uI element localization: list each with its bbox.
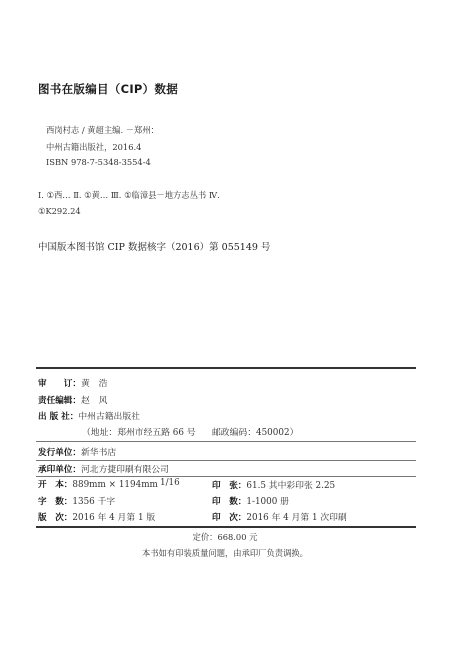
publisher-row [38,409,140,422]
edition-value: 2016 年 4 月第 1 版 [72,513,156,523]
reviewer-row [38,376,107,389]
publisher-label: 出 版 社： [38,412,79,422]
distributor-value: 新华书店 [80,448,117,458]
copies-row [212,494,289,507]
cip-record-number: 中国版本图书馆 CIP 数据核字（2016）第 055149 号 [38,242,271,253]
words-label: 字 数： [38,497,73,507]
divider [36,441,416,442]
format-fold: 1/16 [160,478,180,488]
edition-label: 版 次： [38,513,73,523]
cip-isbn-line: ISBN 978-7-5348-3554-4 [46,157,151,167]
cip-publisher-line: 中州古籍出版社，2016.4 [46,142,142,152]
cip-classification-line: Ⅰ. ①西… Ⅱ. ①黄… Ⅲ. ①临漳县－地方志丛书 Ⅳ. [38,190,220,200]
divider [36,460,416,461]
divider [36,476,416,477]
copies-label: 印 数： [212,497,247,507]
publisher-postcode: 邮政编码：450002） [212,428,299,438]
impression-row [212,510,347,523]
edition-row [38,510,155,523]
reviewer-label: 审 订： [38,379,81,389]
printer-value: 河北方捷印刷有限公司 [80,465,169,475]
top-divider [36,367,416,369]
printer-row [38,462,169,475]
sheets-value: 61.5 其中彩印张 2.25 [246,481,336,491]
reviewer-value: 黄 浩 [80,379,108,389]
format-value: 889mm × 1194mm [72,480,158,490]
impression-value: 2016 年 4 月第 1 次印刷 [246,513,347,523]
editor-label: 责任编辑： [38,396,81,406]
distributor-label: 发行单位： [38,448,81,458]
sheets-label: 印 张： [212,481,247,491]
editor-row [38,393,107,406]
words-row [38,494,115,507]
cip-class-number: ①K292.24 [38,206,81,216]
sheets-row [212,478,335,491]
publisher-value: 中州古籍出版社 [78,412,140,422]
bottom-divider [36,526,416,528]
words-value: 1356 千字 [72,497,116,507]
copies-value: 1-1000 册 [246,497,289,507]
cip-title-line: 西岗村志 / 黄超主编. －郑州： [46,125,159,135]
quality-notice: 本书如有印装质量问题，由承印厂负责调换。 [142,548,308,558]
format-row [38,478,158,490]
editor-value: 赵 风 [80,396,108,406]
format-label: 开 本： [38,480,73,490]
impression-label: 印 次： [212,513,247,523]
printer-label: 承印单位： [38,465,81,475]
publisher-address: （地址：郑州市经五路 66 号 [82,428,196,438]
distributor-row [38,445,116,458]
price: 定价：668.00 元 [192,532,258,542]
cip-heading: 图书在版编目（CIP）数据 [38,82,179,96]
